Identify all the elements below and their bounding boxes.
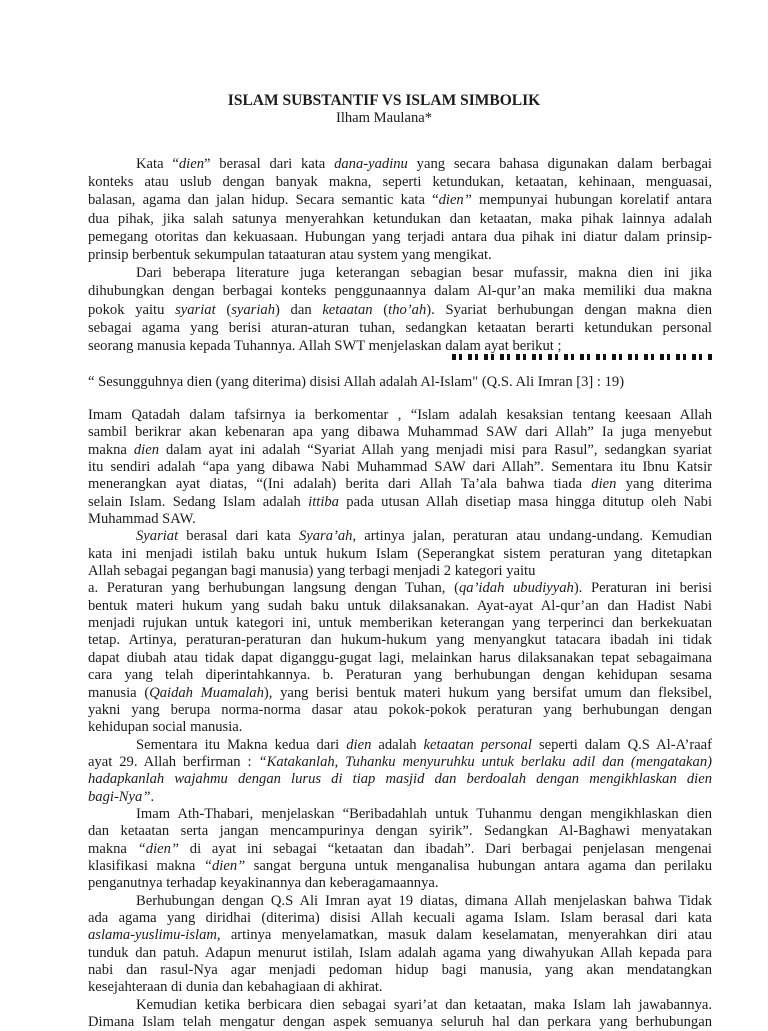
text-run: Dimana Islam telah mengatur dengan aspek semuanya seluruh hal dan perkara yang berhubungan bbox=[88, 1014, 712, 1031]
text-run: klasifikasi makna bbox=[88, 857, 204, 874]
document-author: Ilham Maulana* bbox=[335, 110, 433, 126]
text-run: seorang manusia kepada Tuhannya. Allah SWT menjelaskan dalam ayat berikut ; bbox=[88, 337, 562, 354]
text-run: Imam Qatadah dalam tafsirnya ia berkomentar , “Islam adalah kesaksian tentang keesaan Allah bbox=[88, 407, 712, 423]
paragraph bbox=[88, 580, 712, 736]
italic-term: Syara’ah bbox=[298, 528, 353, 545]
text-run: dalam ayat ini adalah “Syariat Allah yang menjadi misi para Rasul”, sedangkan syariat bbox=[159, 441, 712, 458]
text-line bbox=[88, 191, 712, 209]
text-line bbox=[88, 282, 712, 300]
text-run: ). Peraturan ini berisi bbox=[573, 580, 712, 597]
text-line bbox=[88, 546, 712, 563]
text-line bbox=[88, 563, 712, 580]
arabic-verse-placeholder bbox=[452, 354, 714, 360]
text-line bbox=[88, 893, 712, 910]
text-line bbox=[88, 875, 712, 892]
italic-term: Syariat bbox=[136, 528, 179, 545]
text-line bbox=[88, 424, 712, 441]
text-run: a. Peraturan yang berhubungan langsung dengan Tuhan, ( bbox=[88, 580, 459, 597]
text-run: Muhammad SAW. bbox=[88, 511, 196, 528]
italic-term: dien bbox=[346, 736, 372, 753]
text-run: Kata “ bbox=[136, 156, 179, 172]
text-line bbox=[88, 442, 712, 459]
text-line bbox=[88, 979, 712, 996]
italic-term: dien” bbox=[438, 192, 472, 209]
text-run: sangat berguna untuk menganalisa hubungan antara agama dan perilaku bbox=[245, 857, 712, 874]
text-run: Berhubungan dengan Q.S Ali Imran ayat 19 diatas, dimana Allah menjelaskan bahwa Tidak bbox=[136, 892, 712, 909]
text-run: ) dan bbox=[274, 301, 323, 318]
text-line bbox=[88, 650, 712, 667]
text-run: pada utusan Allah disetiap masa hingga ditutup oleh Nabi bbox=[338, 493, 713, 510]
text-run: makna bbox=[88, 840, 138, 857]
text-run: manusia ( bbox=[88, 684, 150, 701]
paragraph bbox=[88, 264, 712, 355]
text-run: seperti dalam Q.S Al-A’raaf bbox=[531, 736, 713, 753]
italic-term: qa’idah ubudiyyah bbox=[458, 580, 574, 597]
text-run: bentuk materi hukum yang sudah baku untuk dilaksanakan. Ayat-ayat Al-qur’an dan Hadist Nabi bbox=[88, 597, 712, 614]
text-line bbox=[88, 841, 712, 858]
text-run: kesejahteraan di dunia dan kebahagiaan di akhirat. bbox=[88, 979, 383, 996]
text-run: tetap. Artinya, peraturan-peraturan dan hukum-hukum yang menyangkut tatacara ibadah ini tidak bbox=[88, 632, 712, 649]
text-line bbox=[88, 927, 712, 944]
text-run: yang secara bahasa digunakan dalam berbagai bbox=[407, 156, 712, 172]
text-run: kehidupan social manusia. bbox=[88, 719, 243, 736]
italic-term: dana-yadinu bbox=[334, 156, 408, 172]
text-run: menerangkan ayat diatas, “(Ini adalah) berita dari Allah Ta’ala bahwa tiada bbox=[88, 476, 592, 493]
text-line bbox=[88, 407, 712, 424]
text-line bbox=[88, 685, 712, 702]
text-run: adalah bbox=[371, 736, 424, 753]
text-line bbox=[88, 945, 712, 962]
italic-term: dien bbox=[133, 441, 160, 458]
italic-term: Qaidah Muamalah bbox=[149, 684, 264, 701]
text-run: di ayat ini sebagai “ketaatan dan ibadah”. Dari berbagai penjelasan mengenai bbox=[179, 840, 712, 857]
italic-term: dien bbox=[591, 476, 617, 493]
italic-term: hadapkanlah wajahmu dengan lurus di tiap masjid dan berdoalah dengan mengikhlaskan dien bbox=[88, 771, 712, 788]
text-run: penganutnya terhadap keyakinannya dan keberagamaannya. bbox=[88, 875, 439, 892]
text-line bbox=[88, 615, 712, 632]
text-run: prinsip berbentuk sekumpulan tataaturan atau system yang mengikat. bbox=[88, 246, 492, 263]
text-line bbox=[88, 155, 712, 173]
text-run: ), yang berisi bentuk materi hukum yang bersifat umum dan fleksibel, bbox=[263, 684, 712, 701]
text-line bbox=[88, 737, 712, 754]
text-run: ( bbox=[372, 301, 389, 318]
text-run: berasal dari kata bbox=[178, 528, 299, 545]
text-run: yakni yang berupa norma-norma dasar atau pokok-pokok peraturan yang berhubungan dengan bbox=[88, 701, 712, 718]
text-run: nabi dan rasul-Nya agar menjadi pedoman hidup bagi manusia, yang akan mendatangkan bbox=[88, 962, 712, 978]
text-line bbox=[88, 246, 712, 264]
text-line bbox=[88, 754, 712, 771]
italic-term: dien bbox=[178, 156, 204, 172]
text-run: Sementara itu Makna kedua dari bbox=[136, 736, 347, 753]
text-line bbox=[88, 494, 712, 511]
text-line bbox=[88, 702, 712, 719]
text-run: Dari beberapa literature juga keterangan sebagian besar mufassir, makna dien ini jika bbox=[136, 265, 712, 282]
text-line bbox=[88, 210, 712, 228]
text-line bbox=[88, 598, 712, 615]
italic-term: ketaatan bbox=[322, 301, 373, 318]
paragraph bbox=[88, 407, 712, 528]
text-line bbox=[88, 997, 712, 1014]
text-line bbox=[88, 789, 712, 806]
text-run: ” berasal dari kata bbox=[204, 156, 335, 172]
text-run: kata ini menjadi istilah baku untuk hukum Islam (Seperangkat sistem peraturan yang ditetapkan bbox=[88, 545, 712, 562]
text-run: cara yang telah diperintahkannya. b. Peraturan yang berhubungan dengan kehidupan sesama bbox=[88, 667, 712, 684]
text-line bbox=[88, 1014, 712, 1031]
text-run: dan ketaatan serta jangan mencampurinya dengan syirik”. Sedangkan Al-Baghawi menyatakan bbox=[88, 823, 712, 840]
text-line bbox=[88, 858, 712, 875]
text-run: balasan, agama dan jalan hidup. Secara semantic kata “ bbox=[88, 192, 439, 209]
text-run: ada agama yang diridhai (diterima) disisi Allah kecuali agama Islam. Islam berasal dari kata bbox=[88, 909, 712, 926]
text-run: pemegang otoritas dan kekuasaan. Hubungan yang terjadi antara dua pihak ini diatur dalam prinsip- bbox=[88, 228, 712, 245]
text-run: itu sendiri adalah “apa yang dibawa Nabi Muhammad SAW dari Allah”. Sementara itu Ibnu Katsir bbox=[88, 459, 712, 476]
italic-term: syariah bbox=[231, 301, 275, 318]
text-line bbox=[88, 511, 712, 528]
text-run: dua pihak, jika salah satunya menyerahkan ketundukan dan ketaatan, maka pihak lainnya adalah bbox=[88, 210, 712, 227]
text-line bbox=[88, 632, 712, 649]
text-line bbox=[88, 910, 712, 927]
text-run: yang diterima bbox=[616, 476, 712, 493]
text-run: makna bbox=[88, 441, 134, 458]
paragraph bbox=[88, 737, 712, 806]
text-run: sambil berikrar akan kebenaran apa yang dibawa Muhammad SAW dari Allah” Ia juga menyebut bbox=[88, 424, 712, 441]
text-run: ( bbox=[215, 301, 232, 318]
text-line bbox=[88, 319, 712, 337]
text-run: artinya menyelamatkan, masuk dalam keselamatan, menyerahkan diri atau bbox=[220, 927, 712, 944]
paragraph bbox=[88, 806, 712, 893]
text-run: mempunyai hubungan korelatif antara bbox=[471, 192, 712, 209]
italic-term: “dien” bbox=[137, 840, 180, 857]
text-run: pokok yaitu bbox=[88, 301, 176, 318]
paragraph bbox=[88, 997, 712, 1031]
text-run: ). Syariat berhubungan dengan makna dien bbox=[426, 301, 713, 318]
verse-translation-quote: “ Sesungguhnya dien (yang diterima) disisi Allah adalah Al-Islam" (Q.S. Ali Imran [3] : 19) bbox=[88, 374, 625, 390]
italic-term: “Katakanlah, Tuhanku menyuruhku untuk berlaku adil dan (mengatakan) bbox=[258, 753, 712, 770]
text-line bbox=[88, 228, 712, 246]
text-run: selain Islam. Sedang Islam adalah bbox=[88, 493, 309, 510]
text-line bbox=[88, 528, 712, 545]
italic-term: bagi-Nya” bbox=[88, 788, 151, 805]
italic-term: syariat bbox=[175, 301, 216, 318]
text-run: , artinya jalan, peraturan atau undang-undang. Kemudian bbox=[352, 528, 712, 545]
text-line bbox=[88, 580, 712, 597]
text-run: sebagai agama yang berisi aturan-aturan tuhan, sedangkan ketaatan berarti ketundukan personal bbox=[88, 319, 712, 336]
text-run: Allah sebagai pegangan bagi manusia) yang terbagi menjadi 2 kategori yaitu bbox=[88, 563, 536, 580]
italic-term: ittiba bbox=[308, 493, 339, 510]
text-line bbox=[88, 173, 712, 191]
italic-term: “dien” bbox=[203, 857, 246, 874]
italic-term: ketaatan personal bbox=[423, 736, 532, 753]
intro-section bbox=[88, 155, 712, 355]
text-line bbox=[88, 823, 712, 840]
italic-term: tho’ah bbox=[388, 301, 427, 318]
text-run: ayat 29. Allah berfirman : bbox=[88, 753, 259, 770]
text-run: Kemudian ketika berbicara dien sebagai syari’at dan ketaatan, maka Islam lah jawabannya. bbox=[136, 996, 712, 1013]
text-run: dapat diubah atau tidak dapat diganggu-gugat lagi, melainkan harus dilaksanakan tepat sebagaimana bbox=[88, 649, 712, 666]
text-line bbox=[88, 962, 712, 979]
text-line bbox=[88, 476, 712, 493]
text-line bbox=[88, 301, 712, 319]
text-line bbox=[88, 264, 712, 282]
paragraph bbox=[88, 155, 712, 264]
text-run: tunduk dan patuh. Adapun menurut istilah, Islam adalah agama yang diwahyukan Allah kepada para bbox=[88, 944, 712, 961]
text-line bbox=[88, 771, 712, 788]
text-run: menjadi rujukan untuk kategori ini, untuk memberikan keterangan yang terperinci dan berkekuatan bbox=[88, 615, 712, 632]
text-line bbox=[88, 459, 712, 476]
paragraph bbox=[88, 893, 712, 997]
text-run: . bbox=[150, 788, 155, 805]
italic-term: aslama-yuslimu-islam, bbox=[88, 927, 221, 944]
text-run: konteks atau uslub dengan banyak makna, seperti ketundukan, ketaatan, kehinaan, menguasai, bbox=[88, 174, 712, 191]
text-run: dihubungkan dengan berbagai konteks penggunaannya dalam Al-qur’an maka memiliki dua makna bbox=[88, 283, 712, 300]
text-line bbox=[88, 337, 712, 355]
document-title: ISLAM SUBSTANTIF VS ISLAM SIMBOLIK bbox=[227, 92, 541, 109]
text-run: Imam Ath-Thabari, menjelaskan “Beribadahlah untuk Tuhanmu dengan mengikhlaskan dien bbox=[136, 805, 712, 822]
paragraph bbox=[88, 528, 712, 580]
text-line bbox=[88, 667, 712, 684]
text-line bbox=[88, 806, 712, 823]
text-line bbox=[88, 719, 712, 736]
body-section bbox=[88, 407, 712, 1031]
